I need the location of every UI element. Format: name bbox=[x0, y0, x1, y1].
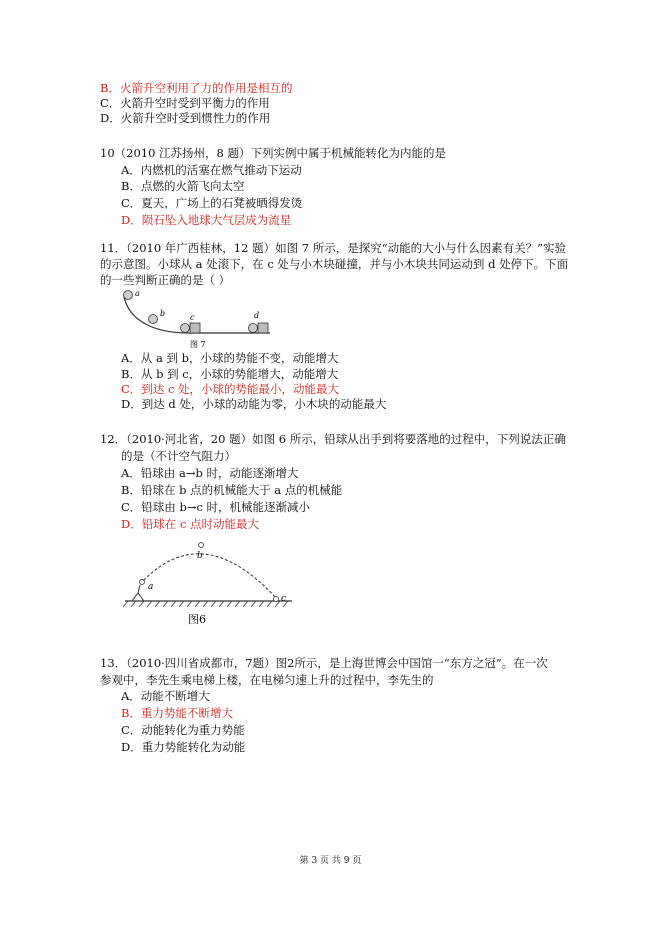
label-c: c bbox=[190, 313, 195, 322]
wood-block-d bbox=[258, 323, 268, 333]
label-a: a bbox=[148, 582, 154, 592]
q12-stem-line2: 的是（不计空气阻力） bbox=[121, 449, 236, 463]
page-number-footer: 第 3 页 共 9 页 bbox=[299, 856, 362, 866]
q9-option-d: D．火箭升空时受到惯性力的作用 bbox=[100, 111, 271, 125]
q12-option-a: A．铅球由 a→b 时，动能逐渐增大 bbox=[121, 466, 299, 480]
q13-stem-line1: 13．（2010·四川省成都市，7题）图2所示，是上海世博会中国馆一“东方之冠”。在一次 bbox=[100, 656, 548, 670]
q11-option-c: C．到达 c 处，小球的势能最小，动能最大 bbox=[121, 382, 340, 396]
q11-option-a: A．从 a 到 b，小球的势能不变，动能增大 bbox=[121, 351, 339, 365]
q11-option-b: B．从 b 到 c，小球的势能增大，动能增大 bbox=[121, 367, 339, 381]
q10-option-a: A．内燃机的活塞在燃气推动下运动 bbox=[121, 163, 302, 177]
ball-at-d bbox=[249, 324, 258, 333]
q13-option-d: D．重力势能转化为动能 bbox=[121, 740, 246, 754]
q13-option-c: C．动能转化为重力势能 bbox=[121, 723, 245, 737]
ball-at-a bbox=[124, 291, 133, 300]
label-c: c bbox=[281, 594, 287, 604]
ground-hatching bbox=[123, 601, 288, 607]
label-b: b bbox=[160, 309, 166, 318]
q9-option-b: B．火箭升空利用了力的作用是相互的 bbox=[100, 81, 293, 95]
figure-7-caption: 图 7 bbox=[190, 340, 206, 349]
wood-block-c bbox=[190, 323, 200, 333]
ball-at-c bbox=[181, 324, 190, 333]
q13-option-b: B．重力势能不断增大 bbox=[121, 706, 233, 720]
q12-option-d: D．铅球在 c 点时动能最大 bbox=[121, 517, 259, 531]
q13-stem-line2: 参观中，李先生乘电梯上楼，在电梯匀速上升的过程中，李先生的 bbox=[100, 673, 434, 687]
ball-at-a bbox=[140, 580, 145, 585]
q11-option-d: D．到达 d 处，小球的动能为零，小木块的动能最大 bbox=[121, 397, 387, 411]
q12-stem-line1: 12．（2010·河北省，20 题）如图 6 所示，铅球从出手到将要落地的过程中，下列说法正确 bbox=[100, 432, 566, 446]
label-a: a bbox=[135, 289, 140, 298]
q10-option-d: D．陨石坠入地球大气层成为流星 bbox=[121, 213, 292, 227]
q11-stem-line2: 的示意图。小球从 a 处滚下，在 c 处与小木块碰撞，并与小木块共同运动到 d 处停下。下面 bbox=[100, 257, 569, 271]
q10-option-c: C．夏天，广场上的石凳被晒得发烫 bbox=[121, 196, 303, 210]
q10-stem: 10（2010 江苏扬州，8 题）下列实例中属于机械能转化为内能的是 bbox=[100, 146, 447, 160]
q9-option-c: C．火箭升空时受到平衡力的作用 bbox=[100, 96, 270, 110]
label-d: d bbox=[254, 311, 260, 320]
ball-at-c bbox=[274, 597, 279, 602]
ball-at-b bbox=[149, 315, 158, 324]
figure-6-caption: 图6 bbox=[188, 613, 206, 626]
q11-stem-line1: 11．（2010 年广西桂林，12 题）如图 7 所示，是探究“动能的大小与什么因素有关？”实验 bbox=[100, 241, 566, 255]
trajectory-arc bbox=[140, 554, 277, 599]
figure-7-ramp-diagram bbox=[118, 287, 278, 351]
ball-at-b bbox=[199, 543, 204, 548]
q10-option-b: B．点燃的火箭飞向太空 bbox=[121, 179, 245, 193]
q13-option-a: A．动能不断增大 bbox=[121, 689, 210, 703]
figure-6-shot-put-diagram bbox=[122, 537, 297, 629]
label-b: b bbox=[197, 551, 203, 561]
q12-option-c: C．铅球由 b→c 时，机械能逐渐减小 bbox=[121, 500, 311, 514]
q11-stem-line3: 的一些判断正确的是（ ） bbox=[100, 273, 231, 287]
thrower-stand bbox=[132, 585, 144, 601]
q12-option-b: B．铅球在 b 点的机械能大于 a 点的机械能 bbox=[121, 483, 343, 497]
